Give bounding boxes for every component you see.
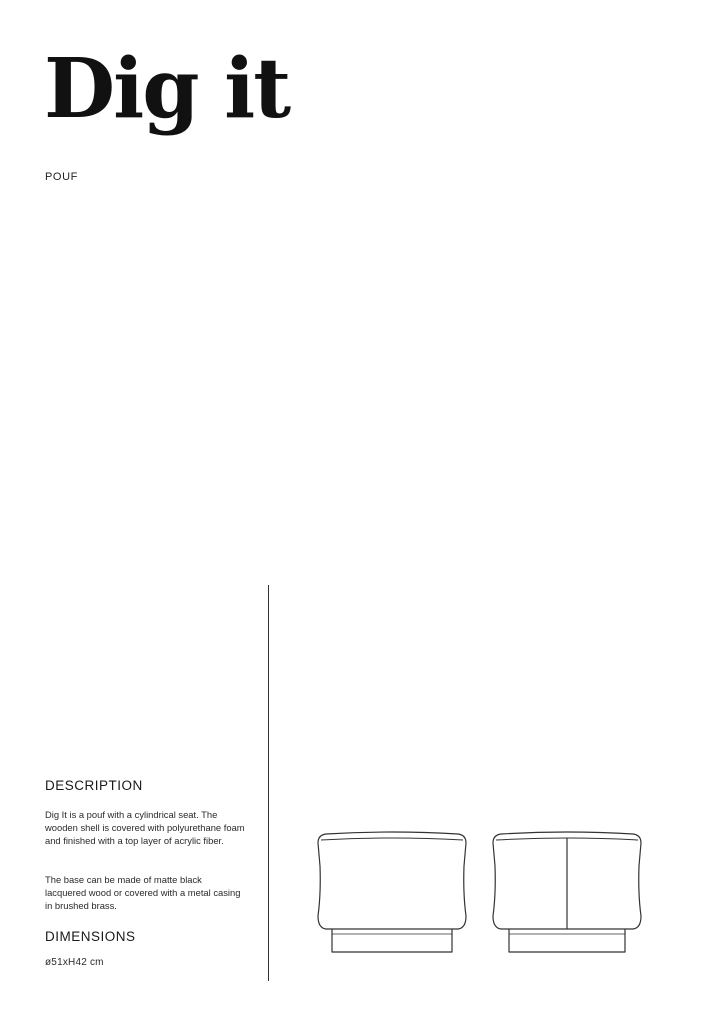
product-title: Dig it	[44, 41, 290, 137]
pouf-base	[509, 929, 625, 952]
dimensions-heading: DIMENSIONS	[45, 929, 136, 944]
pouf-front-view-drawing	[314, 828, 470, 956]
pouf-base	[332, 929, 452, 952]
dimensions-value: ø51xH42 cm	[45, 957, 104, 968]
vertical-divider	[268, 585, 269, 981]
description-heading: DESCRIPTION	[45, 778, 143, 793]
pouf-seat-outline	[318, 832, 466, 929]
description-paragraph-1: Dig It is a pouf with a cylindrical seat. The wooden shell is covered with polyurethane foam and finished with a top layer of acrylic fiber.	[45, 809, 245, 847]
product-category: POUF	[45, 171, 78, 183]
pouf-top-seam	[321, 838, 463, 840]
description-paragraph-2: The base can be made of matte black lacquered wood or covered with a metal casing in brushed brass.	[45, 874, 241, 912]
pouf-side-view-drawing	[489, 828, 645, 956]
